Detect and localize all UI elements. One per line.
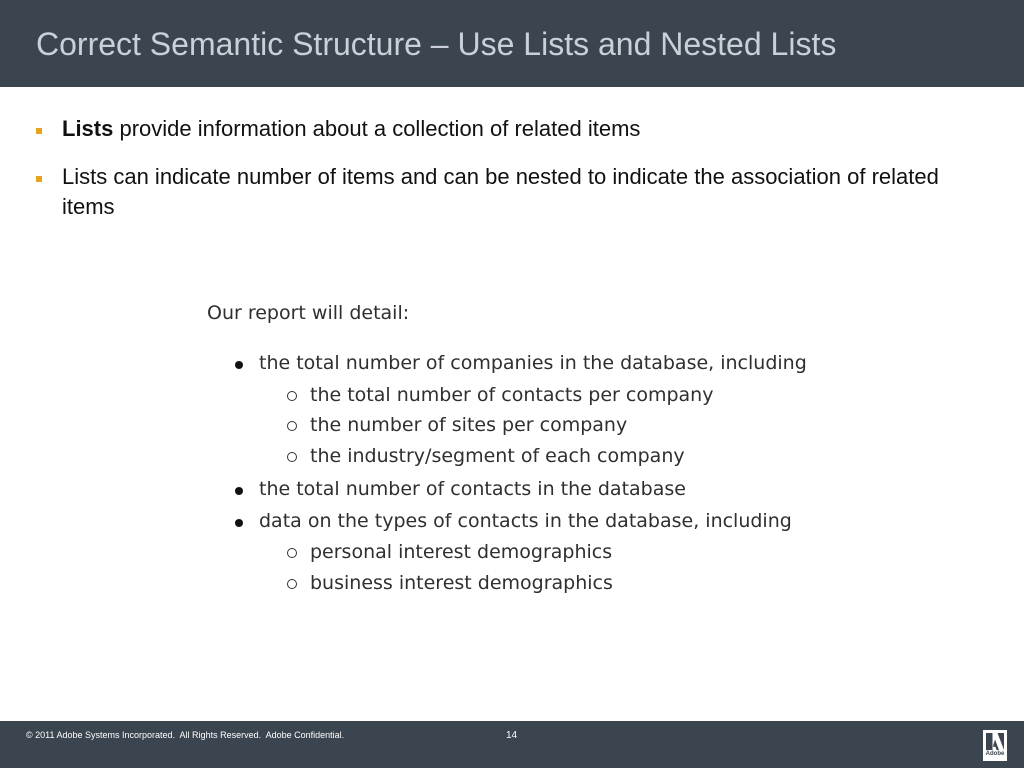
adobe-logo-text: Adobe xyxy=(985,751,1005,757)
nested-list-item xyxy=(310,541,612,563)
list-item-text: the industry/segment of each company xyxy=(310,445,685,467)
list-item xyxy=(259,510,792,532)
bullet-text: provide information about a collection of related items xyxy=(113,116,641,141)
square-bullet-icon xyxy=(36,128,42,134)
page-number: 14 xyxy=(506,730,518,741)
circle-bullet-icon xyxy=(287,391,297,401)
slide-title: Correct Semantic Structure – Use Lists and Nested Lists xyxy=(36,26,837,62)
disc-bullet-icon xyxy=(235,487,243,495)
bullet-strong-text: Lists xyxy=(62,116,114,141)
circle-bullet-icon xyxy=(287,579,297,589)
list-item-text: the total number of contacts in the database xyxy=(259,478,686,500)
list-item-text: personal interest demographics xyxy=(310,541,613,563)
bullet-list xyxy=(36,114,986,240)
bullet-item xyxy=(36,162,986,222)
circle-bullet-icon xyxy=(287,452,297,462)
nested-list-item xyxy=(310,384,713,406)
bullet-item xyxy=(36,114,986,144)
list-item-text: the total number of companies in the database, including xyxy=(259,352,807,374)
list-item-text: the total number of contacts per company xyxy=(310,384,714,406)
circle-bullet-icon xyxy=(287,548,297,558)
square-bullet-icon xyxy=(36,176,42,182)
circle-bullet-icon xyxy=(287,421,297,431)
bullet-text: Lists can indicate number of items and can be nested to indicate the association of related items xyxy=(62,164,939,219)
footer-copyright: © 2011 Adobe Systems Incorporated. All Rights Reserved. Adobe Confidential. xyxy=(26,730,345,740)
list-item-text: business interest demographics xyxy=(310,572,613,594)
disc-bullet-icon xyxy=(235,519,243,527)
slide-footer xyxy=(0,721,1024,768)
nested-list-item xyxy=(310,572,613,594)
disc-bullet-icon xyxy=(235,361,243,369)
list-item xyxy=(259,478,686,500)
list-item xyxy=(259,352,807,374)
nested-list-item xyxy=(310,414,627,436)
slide-header xyxy=(0,0,1024,87)
adobe-logo-icon xyxy=(983,730,1007,761)
example-intro: Our report will detail: xyxy=(207,302,410,324)
list-item-text: data on the types of contacts in the database, including xyxy=(259,510,792,532)
list-item-text: the number of sites per company xyxy=(310,414,628,436)
nested-list-item xyxy=(310,445,685,467)
